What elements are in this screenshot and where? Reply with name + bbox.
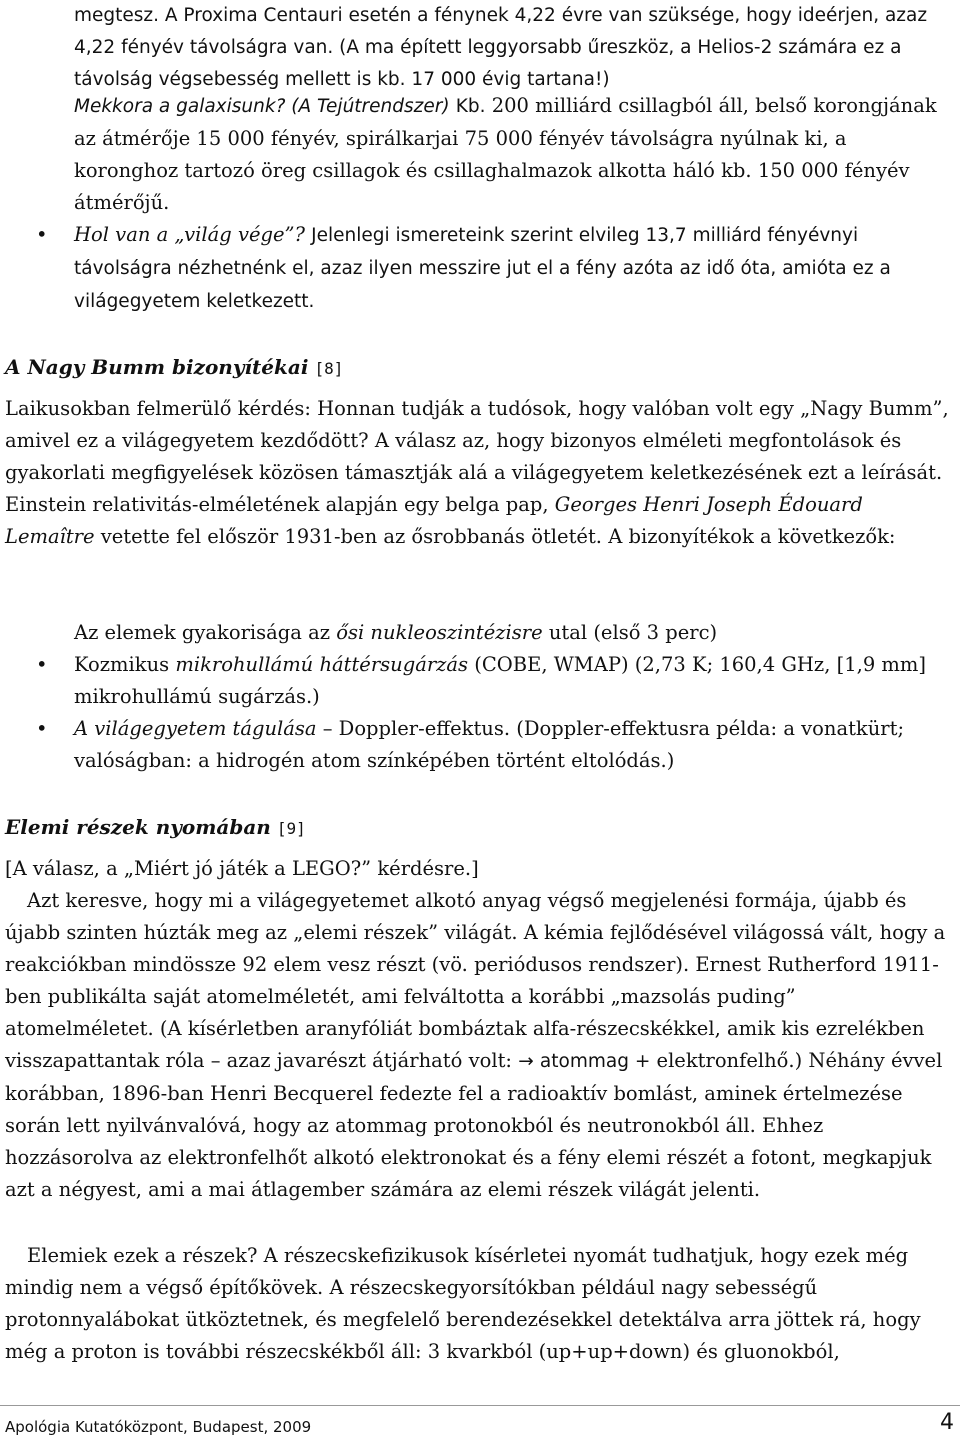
section-heading bbox=[5, 811, 306, 845]
answer-prefix: Kb. bbox=[455, 96, 486, 117]
section-title: A Nagy Bumm bizonyítékai bbox=[5, 355, 309, 379]
answer-text: Jelenlegi ismereteink szerint elvileg 13,7 milliárd fényévnyi távolságra nézhetnénk el, azaz ilyen messzire jut el a fény azóta az idő óta, amióta ez a világegyetem keletkezett. bbox=[74, 225, 891, 312]
list-item bbox=[0, 90, 960, 219]
paragraph-text: Azt keresve, hogy mi a világegyetemet alkotó anyag végső megjelenési formája, újabb és újabb szinten húzták meg az „elemi részek” világát. A kémia fejlődésével világossá vált, hogy a reakciókban mindössze 92 elem vesz részt (vö. periódusos rendszer). Ernest Rutherford 1911-ben publikálta saját atomelméletét, ami felváltotta a korábbi „mazsolás puding” atomelméletet. (A kísérletben aranyfóliát bombáztak alfa-részecskékkel, amik kis ezrelékben visszapattantak róla – azaz javarészt átjárható volt: bbox=[5, 889, 946, 1072]
arrow-icon: → bbox=[518, 1051, 534, 1072]
footer-text: Apológia Kutatóközpont, Budapest, 2009 bbox=[5, 1418, 312, 1436]
reference-link[interactable]: [8] bbox=[314, 359, 344, 378]
paragraph: Elemiek ezek a részek? A részecskefizikusok kísérletei nyomát tudhatjuk, hogy ezek még mindig nem a végső építőkövek. A részecskegyorsítókban például nagy sebességű protonnyalábokat ütköztetnek, és megfelelő berendezésekkel detektálva arra jöttek rá, hogy még a proton is további részecskékből áll: 3 kvarkból (up+up+down) és gluonokból, bbox=[5, 1244, 921, 1363]
list-item: • A világegyetem tágulása – Doppler-effektus. (Doppler-effektusra példa: a vonatkürt; valóságban: a hidrogén atom színképében történt eltolódás.) bbox=[0, 713, 960, 777]
list-item: Az elemek gyakorisága az ősi nukleoszintézisre utal (első 3 perc) bbox=[74, 621, 718, 644]
paragraph-text: vetette fel először 1931-ben az ősrobbanás ötletét. A bizonyítékok a következők: bbox=[100, 525, 896, 548]
page-number: 4 bbox=[940, 1410, 954, 1435]
galaxy-bullet-list bbox=[0, 90, 960, 318]
paragraph-text: elektronfelhő.) Néhány évvel korábban, 1896-ban Henri Becquerel fedezte fel a radioaktív bomlást, aminek értelmezése során lett nyilvánvalóvá, hogy az atommag protonokból és neutronokból áll. Ehhez hozzásorolva az elektronfelhőt alkotó elektronokat és a fény elemi részét a fotont, megkapjuk azt a négyest, ami a mai átlagember számára az elemi részek világát jelenti. bbox=[5, 1049, 943, 1201]
continued-text: megtesz. A Proxima Centauri esetén a fénynek 4,22 évre van szüksége, hogy ideérjen, azaz 4,22 fényév távolságra van. (A ma épített leggyorsabb űreszköz, a Helios-2 számára ez a távolság végsebesség mellett is kb. 17 000 évig tartana!) bbox=[74, 5, 928, 90]
question: Hol van a „világ vége”? bbox=[74, 223, 305, 246]
paragraph-text: atommag + bbox=[539, 1051, 651, 1072]
paragraph-text: Laikusokban felmerülő kérdés: Honnan tudják a tudósok, hogy valóban volt egy „Nagy Bumm”, amivel ez a világegyetem kezdődött? A válasz az, hogy bizonyos elméleti megfontolások és gyakorlati megfigyelések közösen támasztják alá a világegyetem keletkezésének ezt a leírását. Einstein relativitás-elméletének alapján egy belga pap, bbox=[5, 397, 949, 516]
list-item: • Kozmikus mikrohullámú háttérsugárzás (COBE, WMAP) (2,73 K; 160,4 GHz, [1,9 mm] mikrohullámú sugárzás.) bbox=[0, 649, 960, 713]
section-title: Elemi részek nyomában bbox=[5, 815, 271, 839]
footer-divider bbox=[0, 1405, 960, 1406]
evidence-list bbox=[0, 617, 960, 777]
list-item bbox=[0, 219, 960, 318]
person-name: Georges Henri Joseph Édouard Lemaître bbox=[5, 493, 863, 548]
section-heading bbox=[5, 351, 343, 385]
paragraph bbox=[5, 393, 950, 553]
paragraph bbox=[5, 885, 950, 1206]
intro-line: [A válasz, a „Miért jó játék a LEGO?” kérdésre.] bbox=[5, 857, 479, 880]
answer-text: 200 milliárd csillagból áll, belső korongjának az átmérője 15 000 fényév, spirálkarjai 75 000 fényév távolságra nyúlnak ki, a koronghoz tartozó öreg csillagok és csillaghalmazok alkotta háló kb. 150 000 fényév átmérőjű. bbox=[74, 94, 937, 214]
reference-link[interactable]: [9] bbox=[276, 819, 306, 838]
question: Mekkora a galaxisunk? (A Tejútrendszer) bbox=[74, 96, 450, 117]
